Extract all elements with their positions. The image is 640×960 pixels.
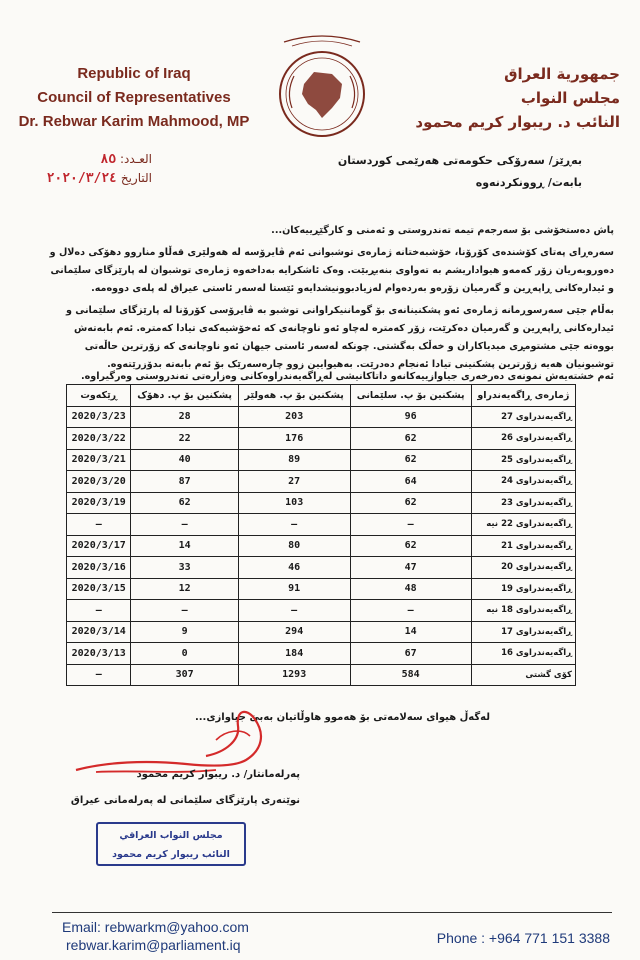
cell-sulaimani: 67 bbox=[350, 643, 471, 665]
mp-name-ar: النائب د. ريبوار كريم محمود bbox=[415, 113, 620, 131]
cell-announcement: ڕاگەیەندراوی 19 bbox=[471, 578, 575, 600]
cell-sulaimani: 47 bbox=[350, 557, 471, 579]
paragraph-line: سەرەڕای پەتای کۆشندەی کۆرۆنا، خۆشبەختانە ژمارەی توشبوانی ئەم ڤایرۆسە لە هەولێری قەڵاو مناروو دهۆکی دەلال و bbox=[49, 247, 614, 258]
cell-duhok: 22 bbox=[131, 428, 238, 450]
stamp-line-1: مجلس النواب العراقي bbox=[119, 830, 223, 841]
cell-date: 2020/3/13 bbox=[67, 643, 131, 665]
letterhead-arabic bbox=[400, 62, 620, 134]
table-row bbox=[67, 578, 576, 600]
cell-sulaimani: – bbox=[350, 600, 471, 622]
paragraph-line: و ئیدارەکانی ڕاپەڕین و گەرمیان زۆرەو بەردەوام لەزیادبوونیشدایەو ئێستا لەسەر ئاستی عیراق لە پلەی دووەمە. bbox=[91, 283, 614, 294]
cell-erbil: 46 bbox=[238, 557, 350, 579]
signer-title: نوێنەری پارێزگای سلێمانی لە پەرلەمانی عیراق bbox=[70, 795, 300, 806]
table-row bbox=[67, 535, 576, 557]
reference-block bbox=[32, 150, 152, 188]
cell-duhok: 9 bbox=[131, 621, 238, 643]
cell-duhok: 0 bbox=[131, 643, 238, 665]
parliament-seal-logo bbox=[270, 28, 374, 143]
cell-erbil: 1293 bbox=[238, 664, 350, 686]
cell-duhok: 307 bbox=[131, 664, 238, 686]
cell-date: 2020/3/17 bbox=[67, 535, 131, 557]
addressee-to: بەڕێز/ سەرۆکی حکومەتی هەرێمی کوردستان bbox=[337, 154, 582, 167]
cell-sulaimani: 62 bbox=[350, 535, 471, 557]
cell-announcement: ڕاگەیەندراوی 20 bbox=[471, 557, 575, 579]
table-header-row bbox=[67, 385, 576, 407]
paragraph-line: بووەتە جێی مشتومڕی میدیاکاران و خەڵک بەگشتی. چونکە لەسەر ئاستی جیهان ئەو ناوچانەی کە زۆرترین حاڵەتی bbox=[84, 341, 614, 352]
cell-date: 2020/3/20 bbox=[67, 471, 131, 493]
cell-date: – bbox=[67, 600, 131, 622]
council-ar: مجلس النواب bbox=[520, 89, 620, 107]
cell-erbil: 80 bbox=[238, 535, 350, 557]
cell-date: 2020/3/21 bbox=[67, 449, 131, 471]
paragraph-line: دەوروبەریان زۆر کەمەو هیواداریشم بە تەواوی بنەبڕبێت. وەک ئاشکرایە بەداخەوە ژمارەی توشبوان لە پارێزگای سلێمانی bbox=[50, 265, 614, 276]
header-sulaimani: پشکنین بۆ پ. سلێمانی bbox=[350, 385, 471, 407]
country-ar: جمهورية العراق bbox=[504, 65, 620, 83]
cell-sulaimani: – bbox=[350, 514, 471, 536]
addressee-block bbox=[338, 150, 582, 194]
paragraph-line: بەڵام جێی سەرسوڕمانە ژمارەی ئەو پشکنینانەی بۆ گوماننیکراوانی توشبو بە ڤایرۆسی کۆرۆنا لە پارێزگای سلێمانی و bbox=[65, 305, 614, 316]
closing-line: لەگەڵ هیوای سەلامەتی بۆ هەموو هاوڵاتیان بەبێ جیاوازی... bbox=[194, 712, 490, 723]
table-row bbox=[67, 428, 576, 450]
cell-announcement: ڕاگەیەندراوی 21 bbox=[471, 535, 575, 557]
cell-announcement: ڕاگەیەندراوی 24 bbox=[471, 471, 575, 493]
paragraph-2 bbox=[26, 302, 614, 374]
cell-sulaimani: 62 bbox=[350, 428, 471, 450]
signer-block bbox=[71, 762, 300, 814]
letterhead-english bbox=[14, 62, 254, 134]
cell-announcement: ڕاگەیەندراوی 27 bbox=[471, 406, 575, 428]
header-date: ڕێکەوت bbox=[67, 385, 131, 407]
table-row bbox=[67, 406, 576, 428]
table-row bbox=[67, 449, 576, 471]
cell-duhok: – bbox=[131, 600, 238, 622]
cell-date: 2020/3/16 bbox=[67, 557, 131, 579]
cell-sulaimani: 584 bbox=[350, 664, 471, 686]
cell-erbil: 176 bbox=[238, 428, 350, 450]
email-secondary: rebwar.karim@parliament.iq bbox=[66, 937, 241, 953]
cell-announcement: ڕاگەیەندراوی 16 bbox=[471, 643, 575, 665]
cell-duhok: 87 bbox=[131, 471, 238, 493]
cell-duhok: 14 bbox=[131, 535, 238, 557]
table-row bbox=[67, 664, 576, 686]
cell-sulaimani: 62 bbox=[350, 492, 471, 514]
header-announcement: ژمارەی ڕاگەیەندراو bbox=[471, 385, 575, 407]
cell-announcement: ڕاگەیەندراوی 22 نیە bbox=[471, 514, 575, 536]
cell-duhok: 12 bbox=[131, 578, 238, 600]
cell-date: 2020/3/19 bbox=[67, 492, 131, 514]
table-row bbox=[67, 643, 576, 665]
paragraph-1 bbox=[26, 244, 614, 298]
cell-date: – bbox=[67, 514, 131, 536]
table-row bbox=[67, 471, 576, 493]
table-row bbox=[67, 600, 576, 622]
cell-sulaimani: 14 bbox=[350, 621, 471, 643]
number-label: العـدد: bbox=[120, 152, 152, 166]
cell-date: – bbox=[67, 664, 131, 686]
mp-name-en: Dr. Rebwar Karim Mahmood, MP bbox=[18, 113, 250, 130]
cell-date: 2020/3/23 bbox=[67, 406, 131, 428]
number-value: ٨٥ bbox=[100, 152, 117, 167]
table-row bbox=[67, 621, 576, 643]
cell-erbil: 27 bbox=[238, 471, 350, 493]
cell-sulaimani: 64 bbox=[350, 471, 471, 493]
date-label: التاريخ bbox=[120, 171, 152, 185]
cell-sulaimani: 96 bbox=[350, 406, 471, 428]
country-en: Republic of Iraq bbox=[77, 65, 191, 82]
table-row bbox=[67, 492, 576, 514]
cell-duhok: 40 bbox=[131, 449, 238, 471]
cell-duhok: 62 bbox=[131, 492, 238, 514]
cell-duhok: – bbox=[131, 514, 238, 536]
cell-announcement: ڕاگەیەندراوی 23 bbox=[471, 492, 575, 514]
official-stamp bbox=[96, 822, 246, 866]
stamp-line-2: النائب ريبوار كريم محمود bbox=[112, 849, 230, 860]
cell-erbil: 184 bbox=[238, 643, 350, 665]
cell-sulaimani: 62 bbox=[350, 449, 471, 471]
cell-erbil: 294 bbox=[238, 621, 350, 643]
subject-line: بابەت/ ڕوونکردنەوە bbox=[475, 176, 582, 189]
table-intro: ئەم خشتەیەش نمونەی دەرخەری جیاوازییەکانەو داتاکانیشی لەڕاگەیەندراوەکانی وەزارەتی تەندروستی وەرگیراوە. bbox=[80, 371, 614, 382]
cell-date: 2020/3/14 bbox=[67, 621, 131, 643]
cell-sulaimani: 48 bbox=[350, 578, 471, 600]
cell-erbil: – bbox=[238, 600, 350, 622]
cell-date: 2020/3/22 bbox=[67, 428, 131, 450]
cell-erbil: 103 bbox=[238, 492, 350, 514]
cell-announcement: ڕاگەیەندراوی 18 نیە bbox=[471, 600, 575, 622]
date-value: ٢٠٢٠/٣/٢٤ bbox=[46, 171, 118, 186]
cell-erbil: – bbox=[238, 514, 350, 536]
greeting: پاش دەستخۆشی بۆ سەرجەم تیمە تەندروستی و ئەمنی و کارگێڕییەکان... bbox=[271, 225, 614, 236]
paragraph-line: ئیدارەکانی ڕاپەڕین و گەرمیان دەکرێت، زۆر کەمترە لەچاو ئەو ناوچانەی کە ئەخۆشیەکەی تیادا کەمترە. ئەم بابەتەش bbox=[74, 323, 614, 334]
cell-announcement: ڕاگەیەندراوی 26 bbox=[471, 428, 575, 450]
tests-table bbox=[66, 384, 576, 686]
cell-duhok: 28 bbox=[131, 406, 238, 428]
footer-divider bbox=[52, 912, 612, 913]
table-row bbox=[67, 557, 576, 579]
table-row bbox=[67, 514, 576, 536]
cell-announcement: ڕاگەیەندراوی 17 bbox=[471, 621, 575, 643]
paragraph-line: توشبونیان هەیە زۆرترین پشکنینی تیادا ئەنجام دەدرێت. بەهیوایین زوو چارەسەرێک بۆ ئەم بابەتە بدۆزرێتەوە. bbox=[107, 359, 614, 370]
email-primary: Email: rebwarkm@yahoo.com bbox=[62, 919, 249, 935]
cell-date: 2020/3/15 bbox=[67, 578, 131, 600]
header-duhok: پشکنین بۆ پ. دهۆک bbox=[131, 385, 238, 407]
header-erbil: پشکنین بۆ پ. هەولێر bbox=[238, 385, 350, 407]
cell-erbil: 203 bbox=[238, 406, 350, 428]
cell-erbil: 91 bbox=[238, 578, 350, 600]
footer-phone: Phone : +964 771 151 3388 bbox=[436, 930, 610, 946]
cell-duhok: 33 bbox=[131, 557, 238, 579]
cell-announcement: کۆی گشتی bbox=[471, 664, 575, 686]
cell-announcement: ڕاگەیەندراوی 25 bbox=[471, 449, 575, 471]
signer-name: پەرلەمانتار/ د. ریبوار کریم محمود bbox=[136, 769, 300, 780]
cell-erbil: 89 bbox=[238, 449, 350, 471]
council-en: Council of Representatives bbox=[37, 89, 231, 106]
footer-email bbox=[62, 918, 249, 954]
